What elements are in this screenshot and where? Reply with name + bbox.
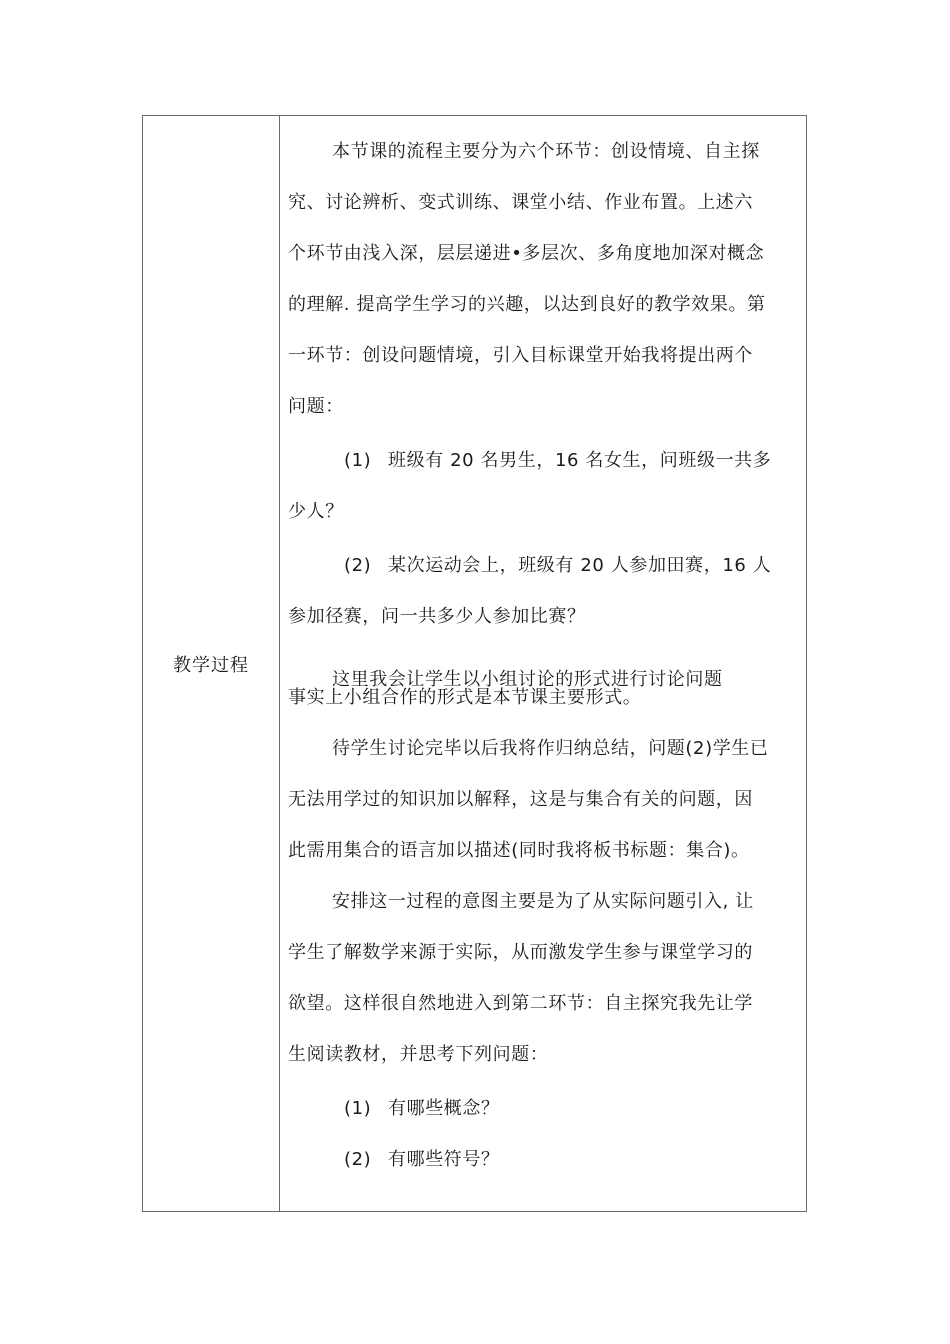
question-item — [288, 540, 808, 591]
clipped-text: 这里我会让学生以小组讨论的形式进行讨论问题 — [332, 669, 723, 690]
question-item — [288, 435, 808, 486]
question-number: (1) — [344, 1098, 372, 1119]
question-item — [288, 1083, 808, 1134]
text-line: 个环节由浅入深，层层递进•多层次、多角度地加深对概念 — [288, 243, 765, 264]
question-text: 有哪些概念？ — [388, 1098, 500, 1119]
text-line: 待学生讨论完毕以后我将作归纳总结，问题(2)学生已 — [332, 738, 769, 759]
text-line: 此需用集合的语言加以描述(同时我将板书标题：集合)。 — [288, 840, 750, 861]
question-text: 有哪些符号？ — [388, 1149, 500, 1170]
question-text: 班级有 20 名男生，16 名女生，问班级一共多 — [388, 450, 772, 471]
text-line: 问题： — [288, 396, 344, 417]
row-label: 教学过程 — [173, 654, 249, 676]
text-line: 究、讨论辨析、变式训练、课堂小结、作业布置。上述六 — [288, 192, 753, 213]
text-line: 无法用学过的知识加以解释，这是与集合有关的问题，因 — [288, 789, 753, 810]
question-number: (2) — [344, 555, 372, 576]
text-line: 欲望。这样很自然地进入到第二环节：自主探究我先让学 — [288, 993, 753, 1014]
question-item — [288, 1134, 808, 1185]
lesson-table — [142, 115, 807, 1212]
text-line: 的理解. 提高学生学习的兴趣，以达到良好的教学效果。第 — [288, 294, 766, 315]
text-line: 安排这一过程的意图主要是为了从实际问题引入, 让 — [332, 891, 754, 912]
column-divider — [279, 116, 280, 1211]
text-line: 学生了解数学来源于实际，从而激发学生参与课堂学习的 — [288, 942, 753, 963]
text-line: 参加径赛，问一共多少人参加比赛？ — [288, 606, 586, 627]
text-line: 本节课的流程主要分为六个环节：创设情境、自主探 — [332, 141, 760, 162]
text-line: 一环节：创设问题情境，引入目标课堂开始我将提出两个 — [288, 345, 753, 366]
content-cell — [288, 116, 808, 1185]
question-number: (1) — [344, 450, 372, 471]
clipped-line — [288, 642, 808, 690]
text-line: 少人？ — [288, 501, 344, 522]
question-number: (2) — [344, 1149, 372, 1170]
text-line: 事实上小组合作的形式是本节课主要形式。 — [288, 687, 642, 708]
text-line: 生阅读教材，并思考下列问题： — [288, 1044, 549, 1065]
question-text: 某次运动会上，班级有 20 人参加田赛，16 人 — [388, 555, 772, 576]
